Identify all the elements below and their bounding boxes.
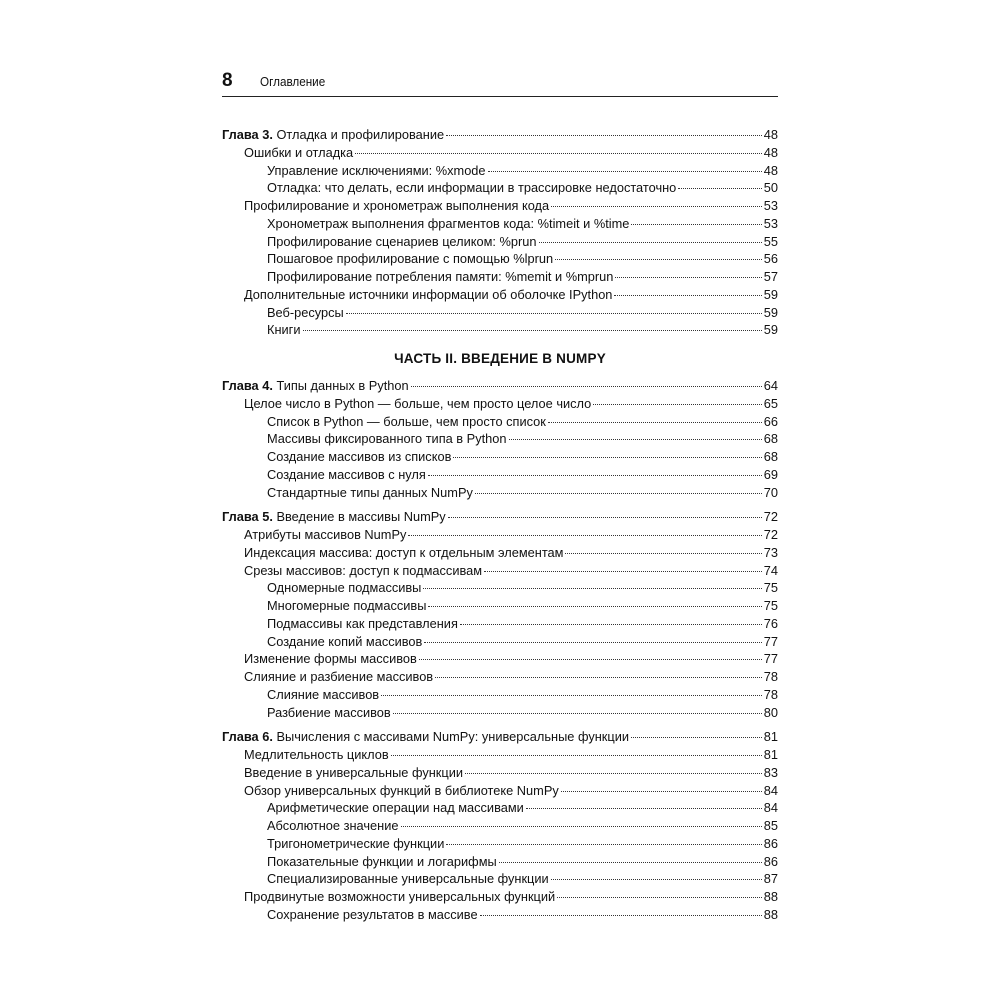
toc-subsection-entry[interactable] [222, 250, 778, 268]
dot-leader [446, 844, 761, 845]
entry-title [222, 377, 409, 395]
dot-leader [488, 171, 762, 172]
entry-page-number: 55 [763, 233, 778, 249]
dot-leader [548, 422, 762, 423]
entry-title-text: Книги [267, 322, 301, 338]
entry-page-number: 88 [763, 889, 778, 904]
toc-subsection-entry[interactable] [222, 466, 778, 484]
toc-subsection-entry[interactable] [222, 448, 778, 466]
entry-title [267, 686, 379, 704]
dot-leader [678, 188, 761, 189]
dot-leader [381, 695, 762, 696]
entry-title [267, 162, 486, 180]
entry-page-number: 74 [763, 562, 778, 578]
dot-leader [614, 295, 761, 296]
entry-title [244, 746, 389, 764]
toc-subsection-entry[interactable] [222, 304, 778, 322]
entry-page-number: 66 [763, 413, 778, 429]
entry-title [244, 144, 353, 162]
entry-title [244, 526, 406, 544]
entry-title-text: Профилирование и хронометраж выполнения кода [244, 198, 550, 213]
dot-leader [401, 826, 762, 827]
dot-leader [423, 588, 761, 589]
toc-chapter-entry[interactable] [222, 508, 778, 526]
entry-title-text: Тригонометрические функции [267, 835, 445, 851]
entry-page-number: 85 [763, 818, 778, 833]
dot-leader [428, 475, 762, 476]
entry-page-number: 75 [763, 598, 778, 613]
dot-leader [565, 553, 761, 554]
toc-section-entry[interactable] [222, 544, 778, 562]
chapter-gap [222, 501, 778, 508]
entry-page-number: 57 [763, 269, 778, 284]
toc-section-entry[interactable] [222, 197, 778, 215]
entry-title-text: Список в Python — больше, чем просто список [267, 413, 546, 429]
toc-section-entry[interactable] [222, 746, 778, 764]
toc-chapter-entry[interactable] [222, 377, 778, 395]
entry-title-text: Целое число в Python — больше, чем просто целое число [244, 395, 592, 411]
toc-section-entry[interactable] [222, 562, 778, 580]
dot-leader [435, 677, 762, 678]
entry-title [244, 544, 563, 562]
toc-subsection-entry[interactable] [222, 906, 778, 924]
toc-subsection-entry[interactable] [222, 579, 778, 597]
toc-subsection-entry[interactable] [222, 704, 778, 722]
dot-leader [475, 493, 762, 494]
entry-title-text: Срезы массивов: доступ к подмассивам [244, 562, 483, 578]
entry-title-text: Управление исключениями: %xmode [267, 162, 486, 178]
dot-leader [460, 624, 762, 625]
entry-page-number: 77 [763, 651, 778, 667]
entry-title [244, 650, 417, 668]
entry-page-number: 64 [763, 378, 778, 393]
entry-title-text: Создание копий массивов [267, 633, 423, 649]
toc-subsection-entry[interactable] [222, 835, 778, 853]
entry-title-text: Арифметические операции над массивами [267, 800, 524, 816]
entry-page-number: 53 [763, 198, 778, 213]
entry-title-text: Специализированные универсальные функции [267, 871, 549, 887]
entry-page-number: 65 [763, 395, 778, 411]
entry-page-number: 48 [763, 144, 778, 160]
entry-page-number: 87 [763, 871, 778, 887]
entry-title-text: Отладка: что делать, если информации в трассировке недостаточно [267, 180, 677, 196]
dot-leader [539, 242, 762, 243]
toc-subsection-entry[interactable] [222, 413, 778, 431]
entry-title-text: Дополнительные источники информации об оболочке IPython [244, 286, 613, 302]
toc-chapter-entry[interactable] [222, 126, 778, 144]
header-rule [222, 96, 778, 97]
entry-title-text: Медлительность циклов [244, 747, 389, 762]
entry-title-text: Атрибуты массивов NumPy [244, 527, 407, 542]
entry-title [222, 728, 629, 746]
toc-subsection-entry[interactable] [222, 633, 778, 651]
toc-subsection-entry[interactable] [222, 268, 778, 286]
dot-leader [391, 755, 762, 756]
entry-page-number: 84 [763, 782, 778, 798]
entry-page-number: 59 [763, 322, 778, 338]
entry-page-number: 68 [763, 431, 778, 447]
page-header [222, 68, 778, 94]
entry-title [267, 304, 344, 322]
toc-section-entry[interactable] [222, 650, 778, 668]
entry-page-number: 83 [763, 764, 778, 780]
entry-title-text: Сохранение результатов в массиве [267, 906, 478, 922]
dot-leader [419, 659, 762, 660]
entry-title-text: Продвинутые возможности универсальных функций [244, 889, 556, 904]
dot-leader [428, 606, 761, 607]
entry-title [267, 448, 451, 466]
table-of-contents [222, 126, 778, 924]
dot-leader [551, 879, 762, 880]
entry-title [244, 888, 555, 906]
dot-leader [561, 791, 762, 792]
entry-page-number: 88 [763, 906, 778, 922]
dot-leader [408, 535, 761, 536]
toc-subsection-entry[interactable] [222, 321, 778, 339]
entry-title-text: Индексация массива: доступ к отдельным элементам [244, 544, 564, 560]
entry-title [244, 395, 591, 413]
entry-page-number: 48 [763, 162, 778, 178]
toc-section-entry[interactable] [222, 395, 778, 413]
entry-page-number: 59 [763, 286, 778, 302]
entry-title [267, 466, 426, 484]
entry-title [267, 870, 549, 888]
entry-title [267, 906, 478, 924]
entry-title [244, 197, 549, 215]
toc-subsection-entry[interactable] [222, 215, 778, 233]
dot-leader [393, 713, 762, 714]
entry-title-text: Подмассивы как представления [267, 615, 458, 631]
entry-title [244, 286, 612, 304]
entry-title-text: Профилирование потребления памяти: %memit и %mprun [267, 269, 614, 284]
chapter-label: Глава 4. [222, 378, 273, 393]
dot-leader [446, 135, 762, 136]
chapter-label: Глава 5. [222, 509, 273, 525]
entry-title [267, 268, 613, 286]
dot-leader [484, 571, 762, 572]
entry-title-text: Обзор универсальных функций в библиотеке NumPy [244, 782, 559, 798]
dot-leader [555, 259, 762, 260]
dot-leader [526, 808, 762, 809]
entry-title [267, 430, 507, 448]
entry-title [267, 853, 497, 871]
entry-title-text: Создание массивов из списков [267, 449, 452, 464]
entry-title-text: Веб-ресурсы [267, 304, 344, 320]
entry-title-text: Создание массивов с нуля [267, 466, 426, 482]
entry-page-number: 75 [763, 580, 778, 596]
toc-subsection-entry[interactable] [222, 799, 778, 817]
entry-page-number: 73 [763, 544, 778, 560]
entry-page-number: 81 [763, 729, 778, 745]
toc-subsection-entry[interactable] [222, 484, 778, 502]
toc-chapter-entry[interactable] [222, 728, 778, 746]
entry-title [222, 508, 446, 526]
toc-subsection-entry[interactable] [222, 597, 778, 615]
toc-section-entry[interactable] [222, 888, 778, 906]
entry-page-number: 81 [763, 747, 778, 762]
entry-page-number: 72 [763, 509, 778, 525]
entry-title-text: Слияние и разбиение массивов [244, 669, 434, 684]
entry-title [267, 633, 422, 651]
entry-title [267, 597, 426, 615]
entry-page-number: 68 [763, 449, 778, 464]
entry-title [267, 835, 444, 853]
entry-title-text: Массивы фиксированного типа в Python [267, 431, 507, 447]
dot-leader [551, 206, 762, 207]
entry-page-number: 59 [763, 304, 778, 320]
dot-leader [303, 330, 762, 331]
entry-page-number: 72 [763, 527, 778, 542]
entry-title-text: Абсолютное значение [267, 818, 399, 833]
entry-page-number: 53 [763, 215, 778, 231]
entry-title [267, 704, 391, 722]
entry-title [267, 615, 458, 633]
dot-leader [557, 897, 762, 898]
dot-leader [465, 773, 762, 774]
toc-subsection-entry[interactable] [222, 233, 778, 251]
dot-leader [509, 439, 762, 440]
entry-page-number: 77 [763, 633, 778, 649]
toc-subsection-entry[interactable] [222, 430, 778, 448]
part-heading: ЧАСТЬ II. ВВЕДЕНИЕ В NUMPY [394, 350, 606, 366]
dot-leader [615, 277, 761, 278]
dot-leader [480, 915, 762, 916]
dot-leader [453, 457, 761, 458]
entry-title-text: Изменение формы массивов [244, 651, 417, 667]
entry-title-text: Типы данных в Python [276, 378, 409, 393]
dot-leader [355, 153, 762, 154]
entry-title [244, 782, 559, 800]
entry-title-text: Хронометраж выполнения фрагментов кода: %timeit и %time [267, 215, 630, 231]
dot-leader [593, 404, 762, 405]
entry-title-text: Отладка и профилирование [276, 127, 445, 142]
entry-title-text: Показательные функции и логарифмы [267, 853, 497, 869]
entry-title-text: Ошибки и отладка [244, 144, 354, 160]
entry-page-number: 50 [763, 180, 778, 196]
entry-title [267, 799, 524, 817]
entry-title-text: Пошаговое профилирование с помощью %lprun [267, 251, 554, 267]
toc-section-entry[interactable] [222, 764, 778, 782]
entry-title-text: Одномерные подмассивы [267, 580, 422, 596]
entry-title [244, 562, 482, 580]
chapter-label: Глава 6. [222, 729, 273, 745]
entry-page-number: 86 [763, 853, 778, 869]
entry-title-text: Введение в массивы NumPy [276, 509, 446, 525]
dot-leader [631, 737, 762, 738]
entry-title [267, 250, 553, 268]
entry-title [267, 579, 421, 597]
entry-page-number: 76 [763, 615, 778, 631]
entry-title-text: Введение в универсальные функции [244, 764, 464, 780]
dot-leader [499, 862, 762, 863]
running-title: Оглавление [260, 74, 326, 89]
toc-section-entry[interactable] [222, 668, 778, 686]
entry-title [267, 233, 537, 251]
entry-title-text: Многомерные подмассивы [267, 598, 427, 613]
toc-subsection-entry[interactable] [222, 686, 778, 704]
page-number: 8 [222, 70, 233, 91]
entry-title-text: Слияние массивов [267, 686, 380, 702]
entry-title [222, 126, 444, 144]
dot-leader [346, 313, 762, 314]
entry-title [244, 668, 433, 686]
toc-subsection-entry[interactable] [222, 870, 778, 888]
entry-page-number: 70 [763, 484, 778, 500]
entry-page-number: 69 [763, 466, 778, 482]
entry-page-number: 78 [763, 669, 778, 684]
toc-section-entry[interactable] [222, 782, 778, 800]
dot-leader [424, 642, 761, 643]
dot-leader [448, 517, 762, 518]
entry-page-number: 48 [763, 127, 778, 142]
entry-title [267, 321, 301, 339]
toc-subsection-entry[interactable] [222, 817, 778, 835]
entry-title-text: Вычисления с массивами NumPy: универсальные функции [276, 729, 630, 745]
entry-title-text: Стандартные типы данных NumPy [267, 484, 473, 500]
entry-title [267, 817, 399, 835]
entry-title-text: Профилирование сценариев целиком: %prun [267, 233, 537, 249]
entry-title [267, 484, 473, 502]
toc-section-entry[interactable] [222, 286, 778, 304]
toc-section-entry[interactable] [222, 144, 778, 162]
entry-page-number: 86 [763, 835, 778, 851]
entry-title [267, 215, 629, 233]
entry-page-number: 80 [763, 704, 778, 720]
entry-title [267, 179, 676, 197]
entry-title [267, 413, 546, 431]
entry-page-number: 56 [763, 251, 778, 267]
toc-subsection-entry[interactable] [222, 162, 778, 180]
entry-title-text: Разбиение массивов [267, 704, 391, 720]
toc-section-entry[interactable] [222, 526, 778, 544]
chapter-label: Глава 3. [222, 127, 273, 142]
entry-page-number: 78 [763, 686, 778, 702]
entry-title [244, 764, 463, 782]
toc-subsection-entry[interactable] [222, 179, 778, 197]
toc-subsection-entry[interactable] [222, 615, 778, 633]
entry-page-number: 84 [763, 800, 778, 816]
chapter-gap [222, 721, 778, 728]
dot-leader [411, 386, 762, 387]
toc-subsection-entry[interactable] [222, 853, 778, 871]
dot-leader [631, 224, 761, 225]
